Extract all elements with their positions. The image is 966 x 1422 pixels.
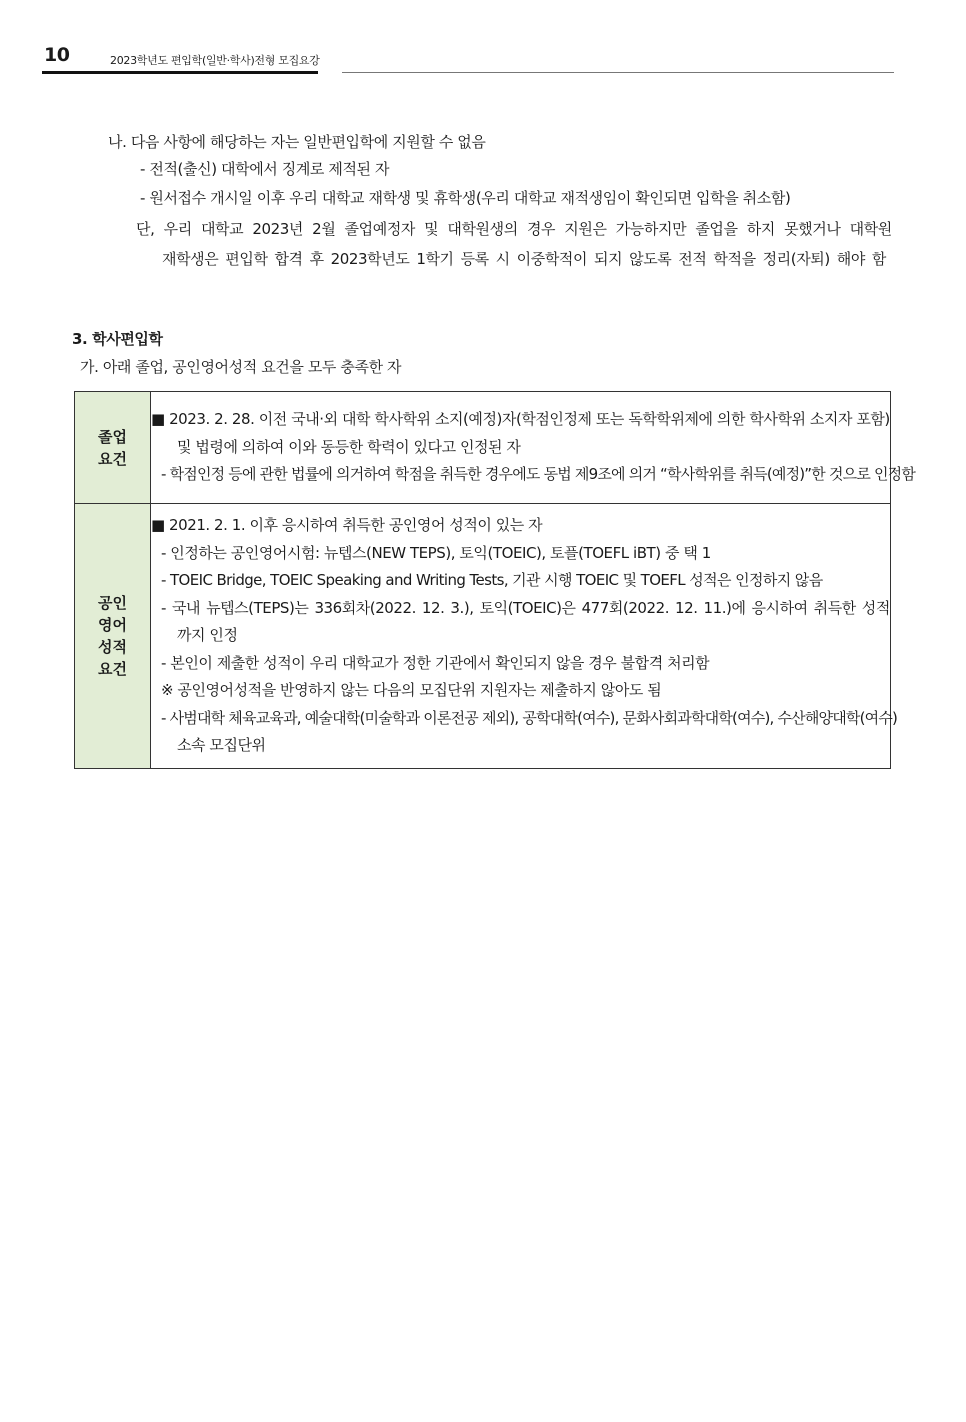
word: 재학생은 xyxy=(162,250,219,268)
header-rule-thin xyxy=(342,72,894,73)
word: 2023. xyxy=(169,410,210,429)
word: 포함) xyxy=(856,410,890,429)
word: 대학 xyxy=(341,410,371,429)
word: 등록 xyxy=(460,250,489,268)
word: 이전 xyxy=(258,410,287,429)
word: 정리(자퇴) xyxy=(762,250,830,268)
header-title: 2023학년도 편입학(일반·학사)전형 모집요강 xyxy=(110,54,320,67)
label-line: 영어 xyxy=(98,616,127,634)
table-row-graduation xyxy=(75,392,891,504)
word: 3.), xyxy=(450,598,474,617)
word: 대학원 xyxy=(849,220,892,238)
word: 응시하여 xyxy=(751,598,808,617)
word: 소지(예정)자(학점인정제 xyxy=(434,410,592,429)
page-header xyxy=(0,0,966,80)
word: 뉴텝스(TEPS)는 xyxy=(206,598,309,617)
word: 이중학적이 xyxy=(516,250,588,268)
word: 학적을 xyxy=(713,250,756,268)
word: 졸업을 xyxy=(695,220,738,238)
label-line: 졸업 xyxy=(98,427,127,446)
word: 336회차(2022. xyxy=(314,598,416,617)
section-3-title: 3. 학사편입학 xyxy=(72,330,163,348)
graduation-line-2: 및 법령에 의하여 이와 동등한 학력이 있다고 인정된 자 xyxy=(177,437,521,456)
word: 전적 xyxy=(678,250,707,268)
word: 2. xyxy=(214,410,228,429)
word: 국내·외 xyxy=(291,410,338,429)
english-line-5: 까지 인정 xyxy=(177,626,238,645)
label-line: 요건 xyxy=(98,660,127,678)
word: 2023년 xyxy=(252,220,304,238)
english-line-1: ■ 2021. 2. 1. 이후 응시하여 취득한 공인영어 성적이 있는 자 xyxy=(151,516,543,535)
word: 11.)에 xyxy=(703,598,746,617)
word: 후 xyxy=(309,250,324,268)
word: 대학원생의 xyxy=(447,220,518,238)
english-line-7: ※ 공인영어성적을 반영하지 않는 다음의 모집단위 지원자는 제출하지 않아도 됨 xyxy=(161,681,662,700)
word: 시 xyxy=(495,250,510,268)
graduation-requirement-content xyxy=(151,392,916,504)
word: 경우 xyxy=(526,220,556,238)
word: 소지자 xyxy=(809,410,852,429)
label-english-requirement xyxy=(75,504,151,769)
label-graduation-requirement xyxy=(75,392,151,504)
english-requirement-content xyxy=(151,504,898,769)
word: 12. xyxy=(421,598,445,617)
word: 학사학위 xyxy=(374,410,431,429)
english-line-6: - 본인이 제출한 성적이 우리 대학교가 정한 기관에서 확인되지 않을 경우 불합격 처리함 xyxy=(161,653,710,672)
word: 학사학위 xyxy=(749,410,806,429)
table-row-english xyxy=(75,504,891,769)
word: 합격 xyxy=(274,250,303,268)
section-na-item-1: - 전적(출신) 대학에서 징계로 제적된 자 xyxy=(140,160,390,178)
word: 독학학위제에 xyxy=(628,410,713,429)
section-3-intro: 가. 아래 졸업, 공인영어성적 요건을 모두 충족한 자 xyxy=(80,358,402,376)
word: 1학기 xyxy=(416,250,454,268)
word: 국내 xyxy=(171,598,201,617)
english-line-8: - 사범대학 체육교육과, 예술대학(미술학과 이론전공 제외), 공학대학(여수), 문화사회과학대학(여수), 수산해양대학(여수) xyxy=(161,708,898,727)
page-number: 10 xyxy=(44,44,70,66)
word: 또는 xyxy=(595,410,624,429)
word: ■ xyxy=(151,410,165,429)
word: 해야 xyxy=(836,250,865,268)
word: 의한 xyxy=(716,410,746,429)
english-line-4 xyxy=(151,595,890,623)
word: 477회(2022. xyxy=(581,598,670,617)
label-line: 요건 xyxy=(98,449,127,468)
word: 못했거나 xyxy=(784,220,841,238)
word: 우리 xyxy=(163,220,192,238)
section-na-heading: 나. 다음 사항에 해당하는 자는 일반편입학에 지원할 수 없음 xyxy=(108,133,486,151)
word: 성적 xyxy=(861,598,890,617)
section-na-note-line-2 xyxy=(162,249,886,269)
section-na-item-2: - 원서접수 개시일 이후 우리 대학교 재학생 및 휴학생(우리 대학교 재적생임이 확인되면 입학을 취소함) xyxy=(140,189,791,207)
english-line-9: 소속 모집단위 xyxy=(177,736,266,755)
word: 가능하지만 xyxy=(615,220,687,238)
word: 단, xyxy=(136,220,155,238)
word: 취득한 xyxy=(813,598,856,617)
english-line-3: - TOEIC Bridge, TOEIC Speaking and Writing Tests, 기관 시행 TOEIC 및 TOEFL 성적은 인정하지 않음 xyxy=(161,571,823,590)
label-line: 성적 xyxy=(98,638,127,656)
word: 28. xyxy=(231,410,255,429)
word: 토익(TOEIC)은 xyxy=(479,598,576,617)
requirements-table xyxy=(74,391,916,769)
word: 2023학년도 xyxy=(330,250,410,268)
word: 편입학 xyxy=(225,250,268,268)
section-na-note-line-1 xyxy=(136,219,892,239)
word: 및 xyxy=(424,220,439,238)
header-rule-thick xyxy=(42,71,318,74)
word: - xyxy=(161,598,166,617)
word: 12. xyxy=(675,598,698,617)
word: 않도록 xyxy=(629,250,672,268)
graduation-line-3: - 학점인정 등에 관한 법률에 의거하여 학점을 취득한 경우에도 동법 제9조에 의거 “학사학위를 취득(예정)”한 것으로 인정함 xyxy=(161,465,916,484)
word: 되지 xyxy=(594,250,623,268)
word: 졸업예정자 xyxy=(344,220,415,238)
graduation-line-1 xyxy=(151,406,890,434)
word: 대학교 xyxy=(200,220,244,238)
word: 2월 xyxy=(312,220,336,238)
english-line-2: - 인정하는 공인영어시험: 뉴텝스(NEW TEPS), 토익(TOEIC), 토플(TOEFL iBT) 중 택 1 xyxy=(161,543,711,562)
word: 함 xyxy=(871,250,886,268)
label-line: 공인 xyxy=(98,594,127,612)
word: 하지 xyxy=(746,220,775,238)
word: 지원은 xyxy=(564,220,607,238)
